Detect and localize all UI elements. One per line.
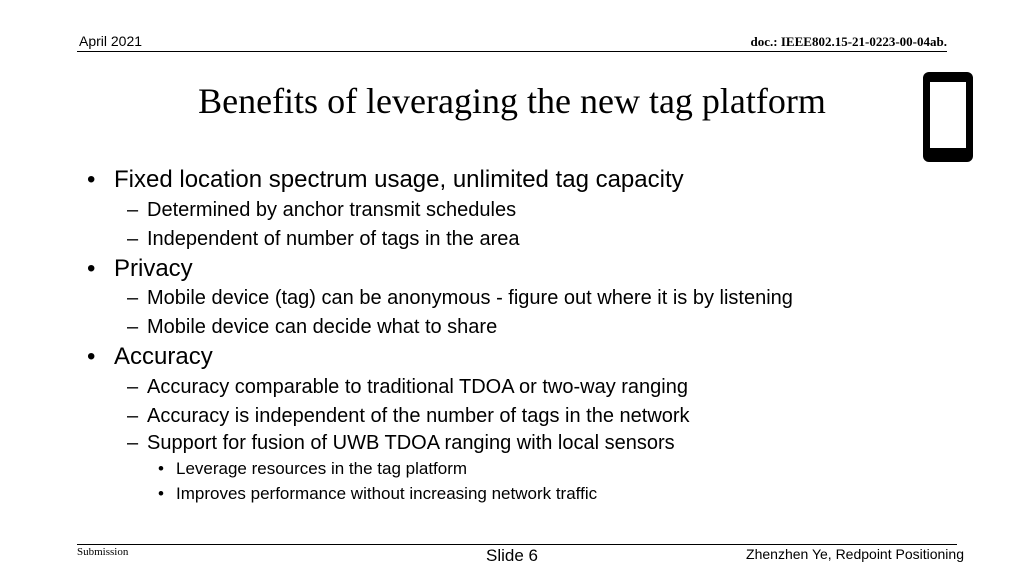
bullet-marker: •	[87, 343, 96, 370]
bullet-text-level-1: Fixed location spectrum usage, unlimited tag capacity	[114, 166, 684, 193]
bullet-text-level-2: Support for fusion of UWB TDOA ranging with local sensors	[147, 432, 675, 454]
header-divider	[77, 51, 947, 52]
bullet-text-level-3: Improves performance without increasing network traffic	[176, 484, 598, 503]
bullet-text-level-2: Determined by anchor transmit schedules	[147, 199, 517, 221]
slide-number: Slide 6	[486, 546, 538, 565]
bullet-text-level-2: Mobile device can decide what to share	[147, 316, 498, 338]
document-id: doc.: IEEE802.15-21-0223-00-04ab.	[750, 34, 947, 49]
bullet-text-level-2: Mobile device (tag) can be anonymous - figure out where it is by listening	[147, 287, 793, 309]
footer-divider	[77, 544, 957, 545]
bullet-marker: •	[158, 484, 164, 503]
bullet-marker: •	[158, 459, 164, 478]
bullet-marker: –	[127, 228, 139, 250]
bullet-text-level-1: Privacy	[114, 255, 193, 282]
footer-author: Zhenzhen Ye, Redpoint Positioning	[746, 546, 964, 562]
bullet-marker: •	[87, 255, 96, 282]
bullet-marker: –	[127, 199, 139, 221]
bullet-marker: –	[127, 376, 139, 398]
bullet-marker: •	[87, 166, 96, 193]
slide-title: Benefits of leveraging the new tag platform	[198, 81, 826, 121]
bullet-text-level-1: Accuracy	[114, 343, 213, 370]
bullet-text-level-2: Accuracy comparable to traditional TDOA or two-way ranging	[147, 376, 688, 398]
bullet-text-level-2: Accuracy is independent of the number of tags in the network	[147, 405, 690, 427]
bullet-text-level-3: Leverage resources in the tag platform	[176, 459, 468, 478]
bullet-marker: –	[127, 287, 139, 309]
footer-submission: Submission	[77, 546, 129, 558]
bullet-text-level-2: Independent of number of tags in the area	[147, 228, 520, 250]
bullet-marker: –	[127, 316, 139, 338]
bullet-marker: –	[127, 432, 139, 454]
header-date: April 2021	[79, 33, 143, 49]
bullet-marker: –	[127, 405, 139, 427]
